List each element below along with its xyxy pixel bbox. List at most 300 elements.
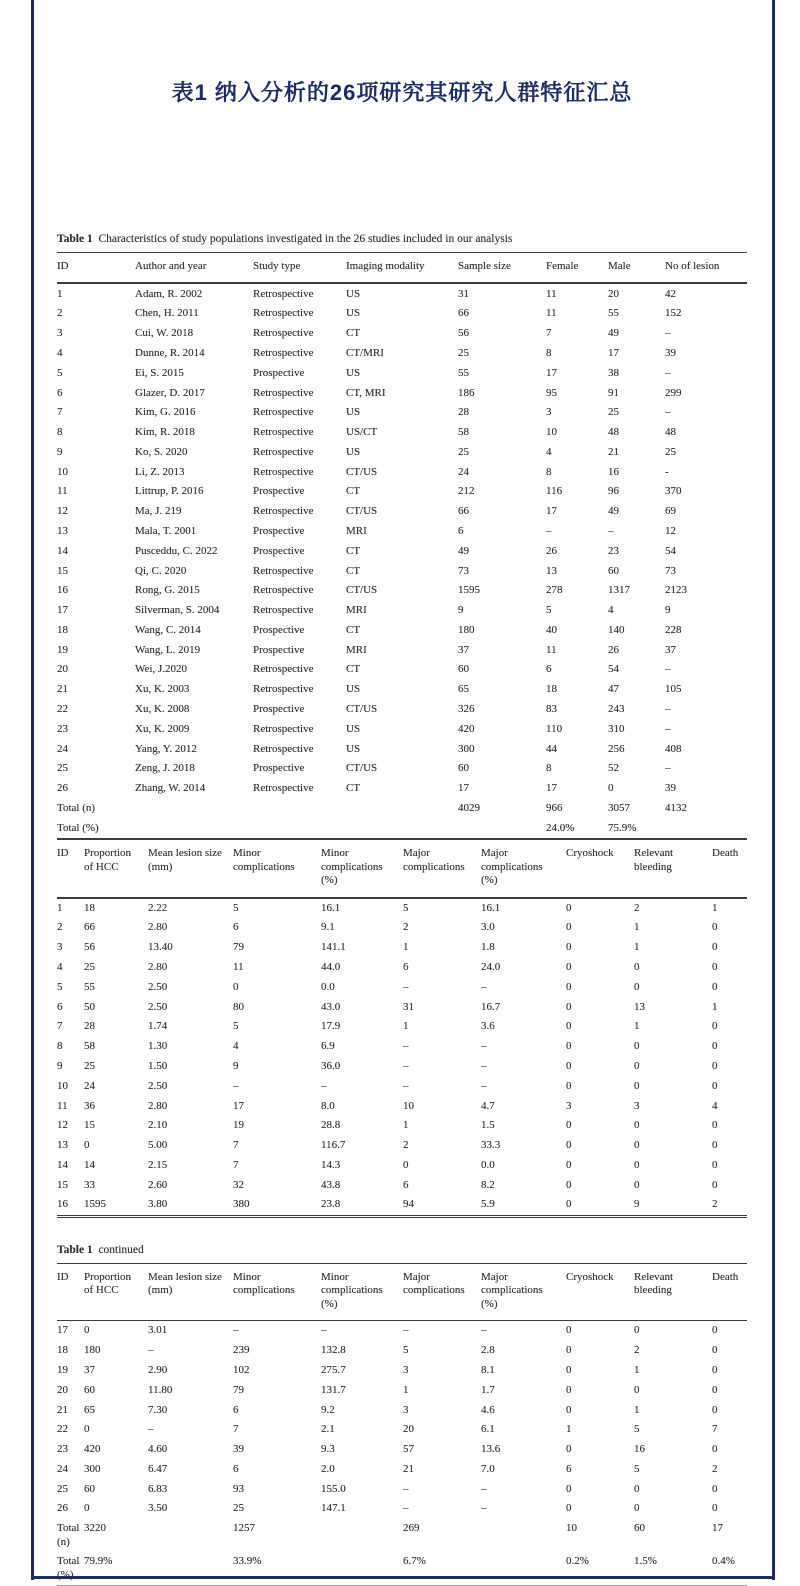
cell: 93 bbox=[233, 1482, 244, 1495]
cell: – bbox=[403, 1079, 409, 1092]
cell: Retrospective bbox=[253, 327, 314, 340]
cell: 110 bbox=[546, 722, 563, 735]
cell: 6.7% bbox=[403, 1555, 426, 1568]
cell: 0 bbox=[634, 1178, 640, 1191]
cell: 0 bbox=[566, 1482, 572, 1495]
cell: Prospective bbox=[253, 485, 305, 498]
table1-caption-label: Table 1 bbox=[57, 233, 93, 245]
cell: 28 bbox=[458, 406, 469, 419]
cell: 17 bbox=[57, 604, 68, 617]
cell: 3 bbox=[566, 1099, 572, 1112]
cell: Mala, T. 2001 bbox=[135, 524, 197, 537]
table2-body bbox=[57, 898, 747, 1217]
column-header: Death bbox=[712, 847, 739, 860]
cell: Total (n) bbox=[57, 1522, 80, 1548]
cell: 16.7 bbox=[481, 1000, 501, 1013]
cell: 9.2 bbox=[321, 1403, 335, 1416]
cell: 15 bbox=[57, 1178, 68, 1191]
cell: 25 bbox=[665, 445, 676, 458]
cell: 13.40 bbox=[148, 941, 173, 954]
cell: 326 bbox=[458, 703, 475, 715]
cell: - bbox=[665, 465, 669, 478]
cell: 5.9 bbox=[481, 1198, 495, 1211]
cell: 31 bbox=[458, 287, 469, 300]
cell: 24.0 bbox=[481, 961, 501, 974]
cell: 102 bbox=[233, 1363, 250, 1376]
cell: 2.50 bbox=[148, 980, 168, 993]
cell: – bbox=[481, 1040, 487, 1053]
cell: 12 bbox=[57, 1119, 68, 1132]
cell: 1.74 bbox=[148, 1020, 168, 1033]
cell: 13.6 bbox=[481, 1443, 501, 1456]
cell bbox=[321, 1552, 403, 1586]
cell: 39 bbox=[665, 346, 676, 359]
table2-header bbox=[57, 840, 747, 897]
cell: 6 bbox=[566, 1462, 572, 1475]
cell: 8.2 bbox=[481, 1178, 495, 1191]
table-row bbox=[57, 640, 747, 660]
cell: Xu, K. 2003 bbox=[135, 683, 190, 696]
table-row bbox=[57, 1460, 747, 1480]
cell bbox=[253, 819, 346, 840]
cell: 9 bbox=[57, 1059, 63, 1072]
cell: 1 bbox=[403, 941, 409, 954]
cell: 79 bbox=[233, 941, 244, 954]
cell: 9 bbox=[233, 1059, 239, 1072]
cell: 6 bbox=[546, 663, 552, 676]
cell: 2.80 bbox=[148, 1099, 168, 1112]
table-row bbox=[57, 561, 747, 581]
cell: 49 bbox=[608, 327, 619, 340]
cell: 1 bbox=[634, 1363, 640, 1376]
cell: US bbox=[346, 287, 361, 300]
table3-header bbox=[57, 1264, 747, 1321]
cell: 4132 bbox=[665, 801, 687, 814]
cell: 6 bbox=[233, 921, 239, 934]
table-row bbox=[57, 779, 747, 799]
cell: 43.8 bbox=[321, 1178, 341, 1191]
cell: 1 bbox=[57, 901, 63, 914]
column-header: Sample size bbox=[458, 260, 511, 272]
cell: 0 bbox=[634, 1079, 640, 1092]
cell: US bbox=[346, 406, 361, 419]
table-row bbox=[57, 283, 747, 304]
cell: 83 bbox=[546, 703, 557, 715]
cell: 0 bbox=[712, 921, 718, 934]
cell: – bbox=[233, 1324, 239, 1337]
cell: 2 bbox=[634, 1344, 640, 1357]
cell: Retrospective bbox=[253, 505, 314, 518]
cell: 47 bbox=[608, 683, 619, 696]
cell: Rong, G. 2015 bbox=[135, 584, 200, 597]
cell: 16 bbox=[608, 465, 619, 478]
cell: CT bbox=[346, 782, 361, 795]
cell: CT/US bbox=[346, 505, 378, 518]
cell: 0 bbox=[566, 961, 572, 974]
cell: Total (%) bbox=[57, 1555, 80, 1581]
cell: 0 bbox=[566, 921, 572, 934]
table2-section bbox=[57, 840, 747, 1218]
cell: 26 bbox=[608, 643, 619, 656]
cell: 17.9 bbox=[321, 1020, 341, 1033]
table-row bbox=[57, 1017, 747, 1037]
table-row bbox=[57, 1381, 747, 1401]
cell: 105 bbox=[665, 683, 682, 696]
table-row bbox=[57, 1037, 747, 1057]
cell: 256 bbox=[608, 742, 625, 755]
cell: 299 bbox=[665, 386, 682, 399]
cell: Total (%) bbox=[57, 821, 99, 834]
cell: 6 bbox=[403, 1178, 409, 1191]
cell: 0 bbox=[403, 1158, 409, 1171]
table-row bbox=[57, 522, 747, 542]
cell: Xu, K. 2008 bbox=[135, 703, 190, 715]
cell: – bbox=[148, 1423, 154, 1436]
cell: 5.00 bbox=[148, 1139, 168, 1152]
cell: 16.1 bbox=[481, 901, 501, 914]
cell: 73 bbox=[665, 564, 676, 577]
column-header: Major complications bbox=[403, 847, 465, 873]
cell: 13 bbox=[546, 564, 557, 577]
cell: 2.50 bbox=[148, 1079, 168, 1092]
cell: 1595 bbox=[84, 1198, 106, 1211]
table-row bbox=[57, 1156, 747, 1176]
cell: 23.8 bbox=[321, 1198, 341, 1211]
cell: Wang, L. 2019 bbox=[135, 643, 201, 656]
page-title: 表1 纳入分析的26项研究其研究人群特征汇总 bbox=[171, 80, 633, 105]
cell: 24 bbox=[57, 1462, 68, 1475]
cell: 12 bbox=[57, 505, 68, 518]
cell: 0 bbox=[712, 1443, 718, 1456]
cell: 21 bbox=[608, 445, 619, 458]
cell: Retrospective bbox=[253, 584, 314, 597]
cell: 0 bbox=[566, 1198, 572, 1211]
cell: 9 bbox=[57, 445, 63, 458]
cell: 31 bbox=[403, 1000, 414, 1013]
cell: 22 bbox=[57, 703, 68, 715]
cell: 6 bbox=[57, 1000, 63, 1013]
cell: 91 bbox=[608, 386, 619, 399]
cell: 0 bbox=[634, 961, 640, 974]
cell: Adam, R. 2002 bbox=[135, 287, 203, 300]
cell: 2 bbox=[403, 1139, 409, 1152]
cell: 16 bbox=[57, 584, 68, 597]
cell: – bbox=[481, 1324, 487, 1337]
cell: 1 bbox=[712, 1000, 718, 1013]
table-row bbox=[57, 1361, 747, 1381]
cell bbox=[481, 1519, 566, 1552]
cell: – bbox=[665, 406, 671, 419]
cell: 239 bbox=[233, 1344, 250, 1357]
cell: 8 bbox=[57, 426, 63, 439]
cell: 6 bbox=[57, 386, 63, 399]
cell: 2.0 bbox=[321, 1462, 335, 1475]
cell: 180 bbox=[84, 1344, 101, 1357]
cell: 0.4% bbox=[712, 1555, 735, 1568]
cell: 6 bbox=[458, 524, 464, 537]
cell: – bbox=[403, 1040, 409, 1053]
cell: 25 bbox=[458, 346, 469, 359]
cell: – bbox=[665, 366, 671, 379]
cell: 17 bbox=[608, 346, 619, 359]
cell: CT/US bbox=[346, 584, 378, 597]
table-row bbox=[57, 918, 747, 938]
table-row bbox=[57, 462, 747, 482]
cell: 96 bbox=[608, 485, 619, 498]
cell: Wang, C. 2014 bbox=[135, 623, 201, 636]
cell: 180 bbox=[458, 623, 475, 636]
cell: 48 bbox=[665, 426, 676, 439]
cell: 2.90 bbox=[148, 1363, 168, 1376]
cell: Retrospective bbox=[253, 406, 314, 419]
cell: 5 bbox=[403, 1344, 409, 1357]
cell: 56 bbox=[84, 941, 95, 954]
cell: 38 bbox=[608, 366, 619, 379]
cell: 0 bbox=[566, 1443, 572, 1456]
table-row bbox=[57, 601, 747, 621]
cell: 0 bbox=[566, 1000, 572, 1013]
cell: 408 bbox=[665, 742, 682, 755]
table-row bbox=[57, 1057, 747, 1077]
cell: 16 bbox=[57, 1198, 68, 1211]
cell: 0 bbox=[566, 1363, 572, 1376]
cell: 60 bbox=[84, 1383, 95, 1396]
table-row bbox=[57, 997, 747, 1017]
cell: 33.3 bbox=[481, 1139, 501, 1152]
cell: US bbox=[346, 722, 361, 735]
cell: 23 bbox=[57, 1443, 68, 1456]
column-header: Relevant bleeding bbox=[634, 1271, 674, 1297]
cell: 3.6 bbox=[481, 1020, 495, 1033]
cell: 19 bbox=[57, 1363, 68, 1376]
cell: 1 bbox=[634, 921, 640, 934]
cell: 13 bbox=[57, 1139, 68, 1152]
column-header: Imaging modality bbox=[346, 260, 425, 272]
cell: 7 bbox=[233, 1139, 239, 1152]
cell: – bbox=[403, 1059, 409, 1072]
cell: 3 bbox=[546, 406, 552, 419]
cell: 8.1 bbox=[481, 1363, 495, 1376]
cell: 0 bbox=[712, 1079, 718, 1092]
cell: 8 bbox=[57, 1040, 63, 1053]
cell: – bbox=[233, 1079, 239, 1092]
cell: CT/MRI bbox=[346, 346, 384, 359]
cell: 15 bbox=[84, 1119, 95, 1132]
cell: 18 bbox=[57, 623, 68, 636]
cell: Prospective bbox=[253, 544, 305, 557]
cell: 0 bbox=[712, 1178, 718, 1191]
cell: 0 bbox=[566, 1119, 572, 1132]
table3-caption-label: Table 1 bbox=[57, 1244, 93, 1256]
cell: 56 bbox=[458, 327, 469, 340]
table-row bbox=[57, 482, 747, 502]
table-row bbox=[57, 1499, 747, 1519]
cell: 26 bbox=[57, 1502, 68, 1515]
table-row bbox=[57, 1136, 747, 1156]
cell: 3.50 bbox=[148, 1502, 168, 1515]
cell: 4 bbox=[233, 1040, 239, 1053]
cell: 212 bbox=[458, 485, 475, 498]
cell: 7.0 bbox=[481, 1462, 495, 1475]
column-header: Major complications bbox=[403, 1271, 465, 1297]
cell: 66 bbox=[84, 921, 95, 934]
cell: MRI bbox=[346, 604, 367, 617]
cell: 1 bbox=[566, 1423, 572, 1436]
cell: 1 bbox=[712, 901, 718, 914]
cell: 36.0 bbox=[321, 1059, 341, 1072]
cell: Pusceddu, C. 2022 bbox=[135, 544, 218, 557]
cell: 26 bbox=[57, 782, 68, 795]
cell: 18 bbox=[57, 1344, 68, 1357]
cell: 0 bbox=[566, 980, 572, 993]
cell: 94 bbox=[403, 1198, 414, 1211]
cell: 79.9% bbox=[84, 1555, 113, 1568]
cell: 1 bbox=[403, 1020, 409, 1033]
cell: 420 bbox=[458, 722, 475, 735]
cell: 33.9% bbox=[233, 1555, 262, 1568]
cell: 7 bbox=[546, 327, 552, 340]
cell: 2.60 bbox=[148, 1178, 168, 1191]
cell: – bbox=[481, 1059, 487, 1072]
cell: US bbox=[346, 742, 361, 755]
cell: 0 bbox=[634, 1059, 640, 1072]
cell: 50 bbox=[84, 1000, 95, 1013]
table-row bbox=[57, 344, 747, 364]
cell: 5 bbox=[546, 604, 552, 617]
cell: 6.1 bbox=[481, 1423, 495, 1436]
cell: 0 bbox=[233, 980, 239, 993]
cell: 58 bbox=[458, 426, 469, 439]
cell: 54 bbox=[608, 663, 619, 676]
cell: 1 bbox=[634, 941, 640, 954]
cell: 6 bbox=[233, 1462, 239, 1475]
cell: 228 bbox=[665, 623, 682, 636]
cell: 11 bbox=[57, 1099, 68, 1112]
cell: 0 bbox=[634, 1119, 640, 1132]
cell: 25 bbox=[84, 1059, 95, 1072]
cell: 6.9 bbox=[321, 1040, 335, 1053]
cell: 11 bbox=[546, 643, 557, 656]
cell: 10 bbox=[566, 1522, 577, 1535]
cell: CT/US bbox=[346, 465, 378, 478]
cell: 95 bbox=[546, 386, 557, 399]
cell: 0 bbox=[712, 1324, 718, 1337]
cell: 0 bbox=[712, 1158, 718, 1171]
cell: 116 bbox=[546, 485, 563, 498]
cell: 54 bbox=[665, 544, 676, 557]
table-row bbox=[57, 443, 747, 463]
cell: 66 bbox=[458, 505, 469, 518]
table1-caption bbox=[57, 233, 747, 245]
cell: 11 bbox=[57, 485, 68, 498]
cell: 7 bbox=[57, 406, 63, 419]
cell: 8 bbox=[546, 762, 552, 775]
table-row bbox=[57, 680, 747, 700]
cell: 0 bbox=[566, 1139, 572, 1152]
cell: – bbox=[481, 1482, 487, 1495]
column-header: Major complications (%) bbox=[481, 847, 543, 887]
cell bbox=[135, 819, 253, 840]
cell: Zhang, W. 2014 bbox=[135, 782, 206, 795]
cell bbox=[458, 819, 546, 840]
table-row bbox=[57, 1195, 747, 1216]
cell: 0 bbox=[712, 1403, 718, 1416]
table-row bbox=[57, 324, 747, 344]
cell: 17 bbox=[546, 782, 557, 795]
cell: 0 bbox=[566, 1158, 572, 1171]
cell: 0 bbox=[634, 1139, 640, 1152]
cell: 55 bbox=[458, 366, 469, 379]
cell: 0 bbox=[566, 1040, 572, 1053]
column-header: Mean lesion size (mm) bbox=[148, 847, 222, 873]
cell: – bbox=[481, 1502, 487, 1515]
cell: 5 bbox=[403, 901, 409, 914]
cell: 0 bbox=[566, 901, 572, 914]
cell: 0.0 bbox=[481, 1158, 495, 1171]
cell: 17 bbox=[546, 366, 557, 379]
table-row bbox=[57, 1341, 747, 1361]
cell: CT bbox=[346, 485, 361, 498]
cell: US bbox=[346, 683, 361, 696]
cell: 1 bbox=[634, 1403, 640, 1416]
cell: 0 bbox=[634, 1502, 640, 1515]
table-row bbox=[57, 542, 747, 562]
cell: Retrospective bbox=[253, 722, 314, 735]
cell: 0 bbox=[566, 1079, 572, 1092]
column-header: Minor complications (%) bbox=[321, 847, 383, 887]
cell: 17 bbox=[57, 1324, 68, 1337]
cell: Prospective bbox=[253, 643, 305, 656]
cell: 7 bbox=[712, 1423, 718, 1436]
cell: 0 bbox=[712, 1502, 718, 1515]
cell: 1.8 bbox=[481, 941, 495, 954]
cell: 2.1 bbox=[321, 1423, 335, 1436]
cell: 24.0% bbox=[546, 821, 575, 834]
cell: – bbox=[481, 1079, 487, 1092]
cell: 300 bbox=[84, 1462, 101, 1475]
cell: CT bbox=[346, 544, 361, 557]
cell: 48 bbox=[608, 426, 619, 439]
cell: 28.8 bbox=[321, 1119, 341, 1132]
cell: 60 bbox=[608, 564, 619, 577]
table-row bbox=[57, 621, 747, 641]
cell: – bbox=[665, 327, 671, 340]
cell: 0 bbox=[634, 1324, 640, 1337]
cell: Littrup, P. 2016 bbox=[135, 485, 204, 498]
cell: 7 bbox=[57, 1020, 63, 1033]
cell: 0 bbox=[712, 1482, 718, 1495]
cell: 13 bbox=[57, 524, 68, 537]
cell: 22 bbox=[57, 1423, 68, 1436]
cell bbox=[321, 1519, 403, 1552]
cell: 17 bbox=[712, 1522, 723, 1535]
table-row bbox=[57, 1077, 747, 1097]
table3-totals bbox=[57, 1519, 747, 1586]
cell: 0 bbox=[634, 1158, 640, 1171]
cell: 17 bbox=[546, 505, 557, 518]
cell: Retrospective bbox=[253, 445, 314, 458]
cell: Retrospective bbox=[253, 782, 314, 795]
cell bbox=[135, 799, 253, 819]
cell: 0 bbox=[712, 1363, 718, 1376]
frame-left-border bbox=[31, 0, 34, 1580]
scanned-table-figure bbox=[57, 233, 747, 1586]
cell: 49 bbox=[458, 544, 469, 557]
cell: 55 bbox=[84, 980, 95, 993]
cell: 2.80 bbox=[148, 921, 168, 934]
cell: MRI bbox=[346, 524, 367, 537]
table3-section bbox=[57, 1244, 747, 1586]
